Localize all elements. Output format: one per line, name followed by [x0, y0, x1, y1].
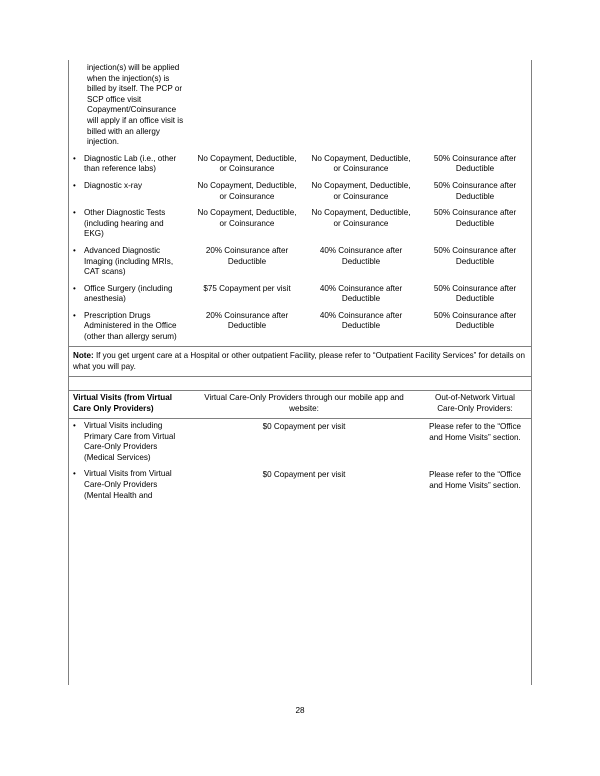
note-cell: [68, 346, 532, 377]
table-row: [68, 205, 532, 243]
service-label: Advanced Diagnostic Imaging (including MRIs, CAT scans): [84, 245, 174, 277]
service-label-cell: [68, 243, 190, 281]
service-label-cell: [68, 281, 190, 308]
oon-value-cell: Please refer to the “Office and Home Visits” section.: [428, 470, 522, 491]
bullet-icon: •: [73, 283, 76, 293]
inn-pcp-value-cell: No Copayment, Deductible, or Coinsurance: [197, 180, 297, 201]
inn-scp-value-cell: No Copayment, Deductible, or Coinsurance: [311, 153, 411, 174]
service-label-cell: [68, 60, 190, 151]
oon-value-cell: 50% Coinsurance after Deductible: [433, 180, 517, 201]
virtual-visits-section-title: Virtual Visits (from Virtual Care Only Providers): [73, 393, 172, 414]
virtual-visits-oon-header: Out-of-Network Virtual Care-Only Providers:: [435, 393, 515, 414]
oon-value-cell: 50% Coinsurance after Deductible: [433, 310, 517, 331]
inn-scp-value-cell: 40% Coinsurance after Deductible: [319, 310, 403, 331]
inn-value-cell: $0 Copayment per visit: [262, 470, 346, 480]
virtual-visits-inn-header: Virtual Care-Only Providers through our mobile app and website:: [204, 393, 404, 414]
table-row: [68, 60, 532, 151]
inn-pcp-value-cell: No Copayment, Deductible, or Coinsurance: [197, 153, 297, 174]
oon-value-cell: [418, 60, 532, 151]
inn-scp-value-cell: No Copayment, Deductible, or Coinsurance: [311, 208, 411, 228]
table-row: [68, 243, 532, 281]
service-label: Prescription Drugs Administered in the Office (other than allergy serum): [84, 310, 177, 342]
note-row: [68, 346, 532, 377]
oon-value-cell: 50% Coinsurance after Deductible: [433, 153, 517, 174]
table-row: [68, 151, 532, 178]
inn-pcp-value-cell: $75 Copayment per visit: [203, 283, 291, 293]
service-label-cell: [68, 151, 190, 178]
service-label-cell: [68, 308, 190, 346]
bullet-icon: •: [73, 245, 76, 255]
bullet-icon: •: [73, 180, 76, 190]
service-label-cell: [68, 178, 190, 205]
section-spacer-cell: [68, 376, 532, 390]
inn-pcp-value-cell: No Copayment, Deductible, or Coinsurance: [197, 208, 297, 228]
section-spacer-row: [68, 376, 532, 390]
benefits-table: [68, 60, 532, 504]
service-label: Diagnostic Lab (i.e., other than reference labs): [84, 153, 177, 174]
service-label: injection(s) will be applied when the injection(s) is billed by itself. The PCP or SCP office visit Copayment/Coinsurance will apply if an office visit is billed with an allergy injection.: [87, 63, 184, 147]
bullet-icon: •: [73, 310, 76, 320]
inn-value-cell: $0 Copayment per visit: [262, 422, 346, 432]
table-row: [68, 178, 532, 205]
inn-pcp-value-cell: 20% Coinsurance after Deductible: [205, 310, 289, 331]
service-label: Office Surgery (including anesthesia): [84, 283, 173, 304]
service-label: Other Diagnostic Tests (including hearing and EKG): [84, 208, 166, 239]
bullet-icon: •: [73, 153, 76, 163]
service-label-cell: [68, 205, 190, 243]
table-row: [68, 418, 532, 466]
table-row: [68, 281, 532, 308]
service-label-cell: [68, 466, 190, 504]
oon-value-cell: Please refer to the “Office and Home Visits” section.: [428, 422, 522, 442]
inn-scp-value-cell: [304, 60, 418, 151]
inn-pcp-value-cell: 20% Coinsurance after Deductible: [205, 245, 289, 266]
table-divider-section-header-bottom: [68, 418, 532, 419]
table-divider-note-top: [68, 346, 532, 347]
service-label-cell: [68, 418, 190, 466]
note-text: If you get urgent care at a Hospital or other outpatient Facility, please refer to “Outpatient Facility Services” for details on what you will pay.: [73, 350, 525, 372]
oon-value-cell: 50% Coinsurance after Deductible: [433, 283, 517, 304]
bullet-icon: •: [73, 421, 76, 431]
inn-scp-value-cell: 40% Coinsurance after Deductible: [319, 283, 403, 304]
note-label: Note:: [73, 350, 94, 360]
table-row: [68, 308, 532, 346]
inn-scp-value-cell: No Copayment, Deductible, or Coinsurance: [311, 180, 411, 201]
inn-scp-value-cell: 40% Coinsurance after Deductible: [319, 245, 403, 266]
service-label: Virtual Visits including Primary Care from Virtual Care-Only Providers (Medical Services): [84, 421, 176, 462]
page-number: 28: [295, 706, 305, 715]
oon-value-cell: 50% Coinsurance after Deductible: [433, 245, 517, 266]
oon-value-cell: 50% Coinsurance after Deductible: [433, 208, 517, 228]
bullet-icon: •: [73, 208, 76, 218]
bullet-icon: •: [73, 469, 76, 479]
inn-pcp-value-cell: [190, 60, 304, 151]
table-row: [68, 466, 532, 504]
service-label: Virtual Visits from Virtual Care-Only Providers (Mental Health and: [84, 469, 172, 500]
virtual-visits-header-row: [68, 390, 532, 418]
table-divider-note-bottom: [68, 376, 532, 377]
service-label: Diagnostic x-ray: [84, 180, 143, 190]
table-divider-section-top: [68, 390, 532, 391]
